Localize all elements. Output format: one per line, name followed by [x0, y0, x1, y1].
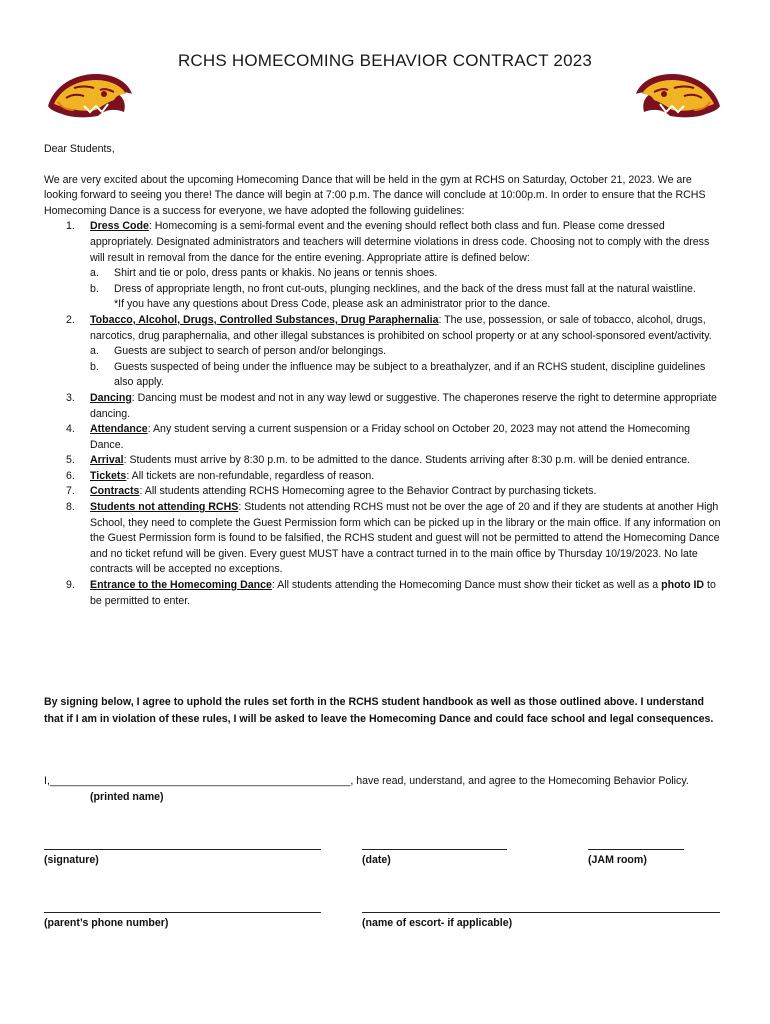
rule-text: : All students attending the Homecoming Dance must show their ticket as well as a [271, 579, 662, 592]
rule-number: 2. [66, 313, 75, 326]
date-field[interactable] [362, 849, 507, 850]
rule-item [44, 500, 726, 578]
rule-item [44, 219, 726, 313]
greeting: Dear Students, [44, 143, 115, 155]
sub-letter: b. [90, 360, 99, 373]
date-label: (date) [362, 854, 391, 866]
rule-heading: Contracts [90, 485, 140, 498]
sub-text: Shirt and tie or polo, dress pants or khakis. No jeans or tennis shoes. [114, 267, 438, 280]
parent-phone-label: (parent’s phone number) [44, 917, 169, 929]
rule-item [44, 453, 726, 469]
parent-phone-field[interactable] [44, 912, 321, 913]
intro-paragraph: We are very excited about the upcoming Homecoming Dance that will be held in the gym at RCHS on Saturday, October 21, 2023. We are looking forward to seeing you there! The dance will begin at 7:00 p.m. The dance will conclude at 10:00p.m. In order to ensure that the RCHS Homecoming Dance is a success for everyone, we have adopted the following guidelines: [44, 173, 706, 217]
rule-text-tail: to be permitted to enter. [90, 579, 716, 607]
jam-room-field[interactable] [588, 849, 684, 850]
rule-heading: Dancing [90, 391, 132, 404]
rule-text: : Dancing must be modest and not in any way lewd or suggestive. The chaperones reserve the right to determine appropriate dancing. [90, 391, 717, 420]
rule-number: 7. [66, 485, 75, 498]
rules-list [44, 219, 726, 609]
rule-item [44, 469, 726, 485]
rule-number: 8. [66, 501, 75, 514]
jaguar-logo-left [44, 68, 136, 124]
rule-number: 9. [66, 579, 75, 592]
rule-heading: Entrance to the Homecoming Dance [90, 579, 272, 592]
jaguar-logo-right [632, 68, 724, 124]
rule-heading: Dress Code [90, 220, 149, 233]
rule-text: : All tickets are non-refundable, regardless of reason. [126, 469, 375, 482]
signature-label: (signature) [44, 854, 99, 866]
rule-item [44, 313, 726, 391]
printed-suffix: , have read, understand, and agree to the Homecoming Behavior Policy. [350, 775, 689, 787]
sub-text: Guests suspected of being under the influence may be subject to a breathalyzer, and if an RCHS student, discipline guidelines also apply. [114, 360, 706, 389]
printed-name-label: (printed name) [90, 791, 164, 803]
rule-text: : Homecoming is a semi-formal event and the evening should reflect both class and fun. Please come dressed appropriately. Designated administrators and teachers will determine violations in dress code. Choosing not to comply with the dress will result in removal from the dance for the entire evening. Appropriate attire is defined below: [90, 220, 710, 264]
rule-item [44, 578, 726, 609]
rule-item [44, 391, 726, 422]
rule-heading: Tobacco, Alcohol, Drugs, Controlled Substances, Drug Paraphernalia [90, 313, 439, 326]
rule-item [44, 484, 726, 500]
printed-name-line[interactable] [44, 774, 744, 790]
rule-text: : Any student serving a current suspension or a Friday school on October 20, 2023 may not attend the Homecoming Dance. [90, 423, 691, 451]
sub-letter: a. [90, 267, 99, 280]
dress-code-note: *If you have any questions about Dress Code, please ask an administrator prior to the dance. [114, 298, 551, 311]
rule-heading: Attendance [90, 423, 148, 436]
agreement-statement: By signing below, I agree to uphold the rules set forth in the RCHS student handbook as well as those outlined above. I understand that if I am in violation of these rules, I will be asked to leave the Homecoming Dance and could face school and legal consequences. [44, 696, 714, 725]
rule-number: 4. [66, 423, 75, 436]
rule-heading: Arrival [90, 454, 124, 467]
rule-item [44, 422, 726, 453]
photo-id-text: photo ID [661, 579, 705, 592]
page-title: RCHS HOMECOMING BEHAVIOR CONTRACT 2023 [177, 51, 593, 70]
rule-number: 5. [66, 454, 75, 467]
sub-item [90, 282, 726, 298]
rule-text: : All students attending RCHS Homecoming agree to the Behavior Contract by purchasing tickets. [139, 485, 597, 498]
sub-text: Guests are subject to search of person and/or belongings. [114, 345, 387, 358]
sub-item [90, 360, 726, 391]
rule-number: 6. [66, 469, 75, 482]
sub-letter: b. [90, 282, 99, 295]
sub-text: Dress of appropriate length, no front cut-outs, plunging necklines, and the back of the dress must fall at the natural waistline. [114, 282, 696, 295]
rule-text: : The use, possession, or sale of tobacco, alcohol, drugs, narcotics, drug paraphernalia, and other illegal substances is prohibited on school property or at any school-sponsored event/activity. [90, 313, 712, 342]
rule-number: 1. [66, 220, 75, 233]
sub-letter: a. [90, 345, 99, 358]
jam-room-label: (JAM room) [588, 854, 647, 866]
rule-number: 3. [66, 391, 75, 404]
signature-field[interactable] [44, 849, 321, 850]
sub-item [90, 266, 726, 282]
rule-heading: Students not attending RCHS [90, 501, 239, 514]
letter-body [44, 142, 726, 609]
sub-item [90, 344, 726, 360]
rule-heading: Tickets [90, 469, 127, 482]
rule-text: : Students not attending RCHS must not be over the age of 20 and if they are students at another High School, they need to complete the Guest Permission form which can be picked up in the library or the main office. If any information on the Guest Permission form is found to be falsified, the RCHS student and guest will not be permitted to attend the Homecoming Dance and no ticket refund will be given. Every guest MUST have a contract turned in to the main office by Thursday 10/19/2023. No late contracts will be accepted no exceptions. [90, 501, 721, 576]
escort-name-label: (name of escort- if applicable) [362, 917, 513, 929]
rule-text: : Students must arrive by 8:30 p.m. to be admitted to the dance. Students arriving after 8:30 p.m. will be denied entrance. [123, 454, 691, 467]
printed-name-blank[interactable]: ___________________________________________________ [49, 775, 351, 787]
printed-prefix: I, [44, 775, 50, 787]
escort-name-field[interactable] [362, 912, 720, 913]
